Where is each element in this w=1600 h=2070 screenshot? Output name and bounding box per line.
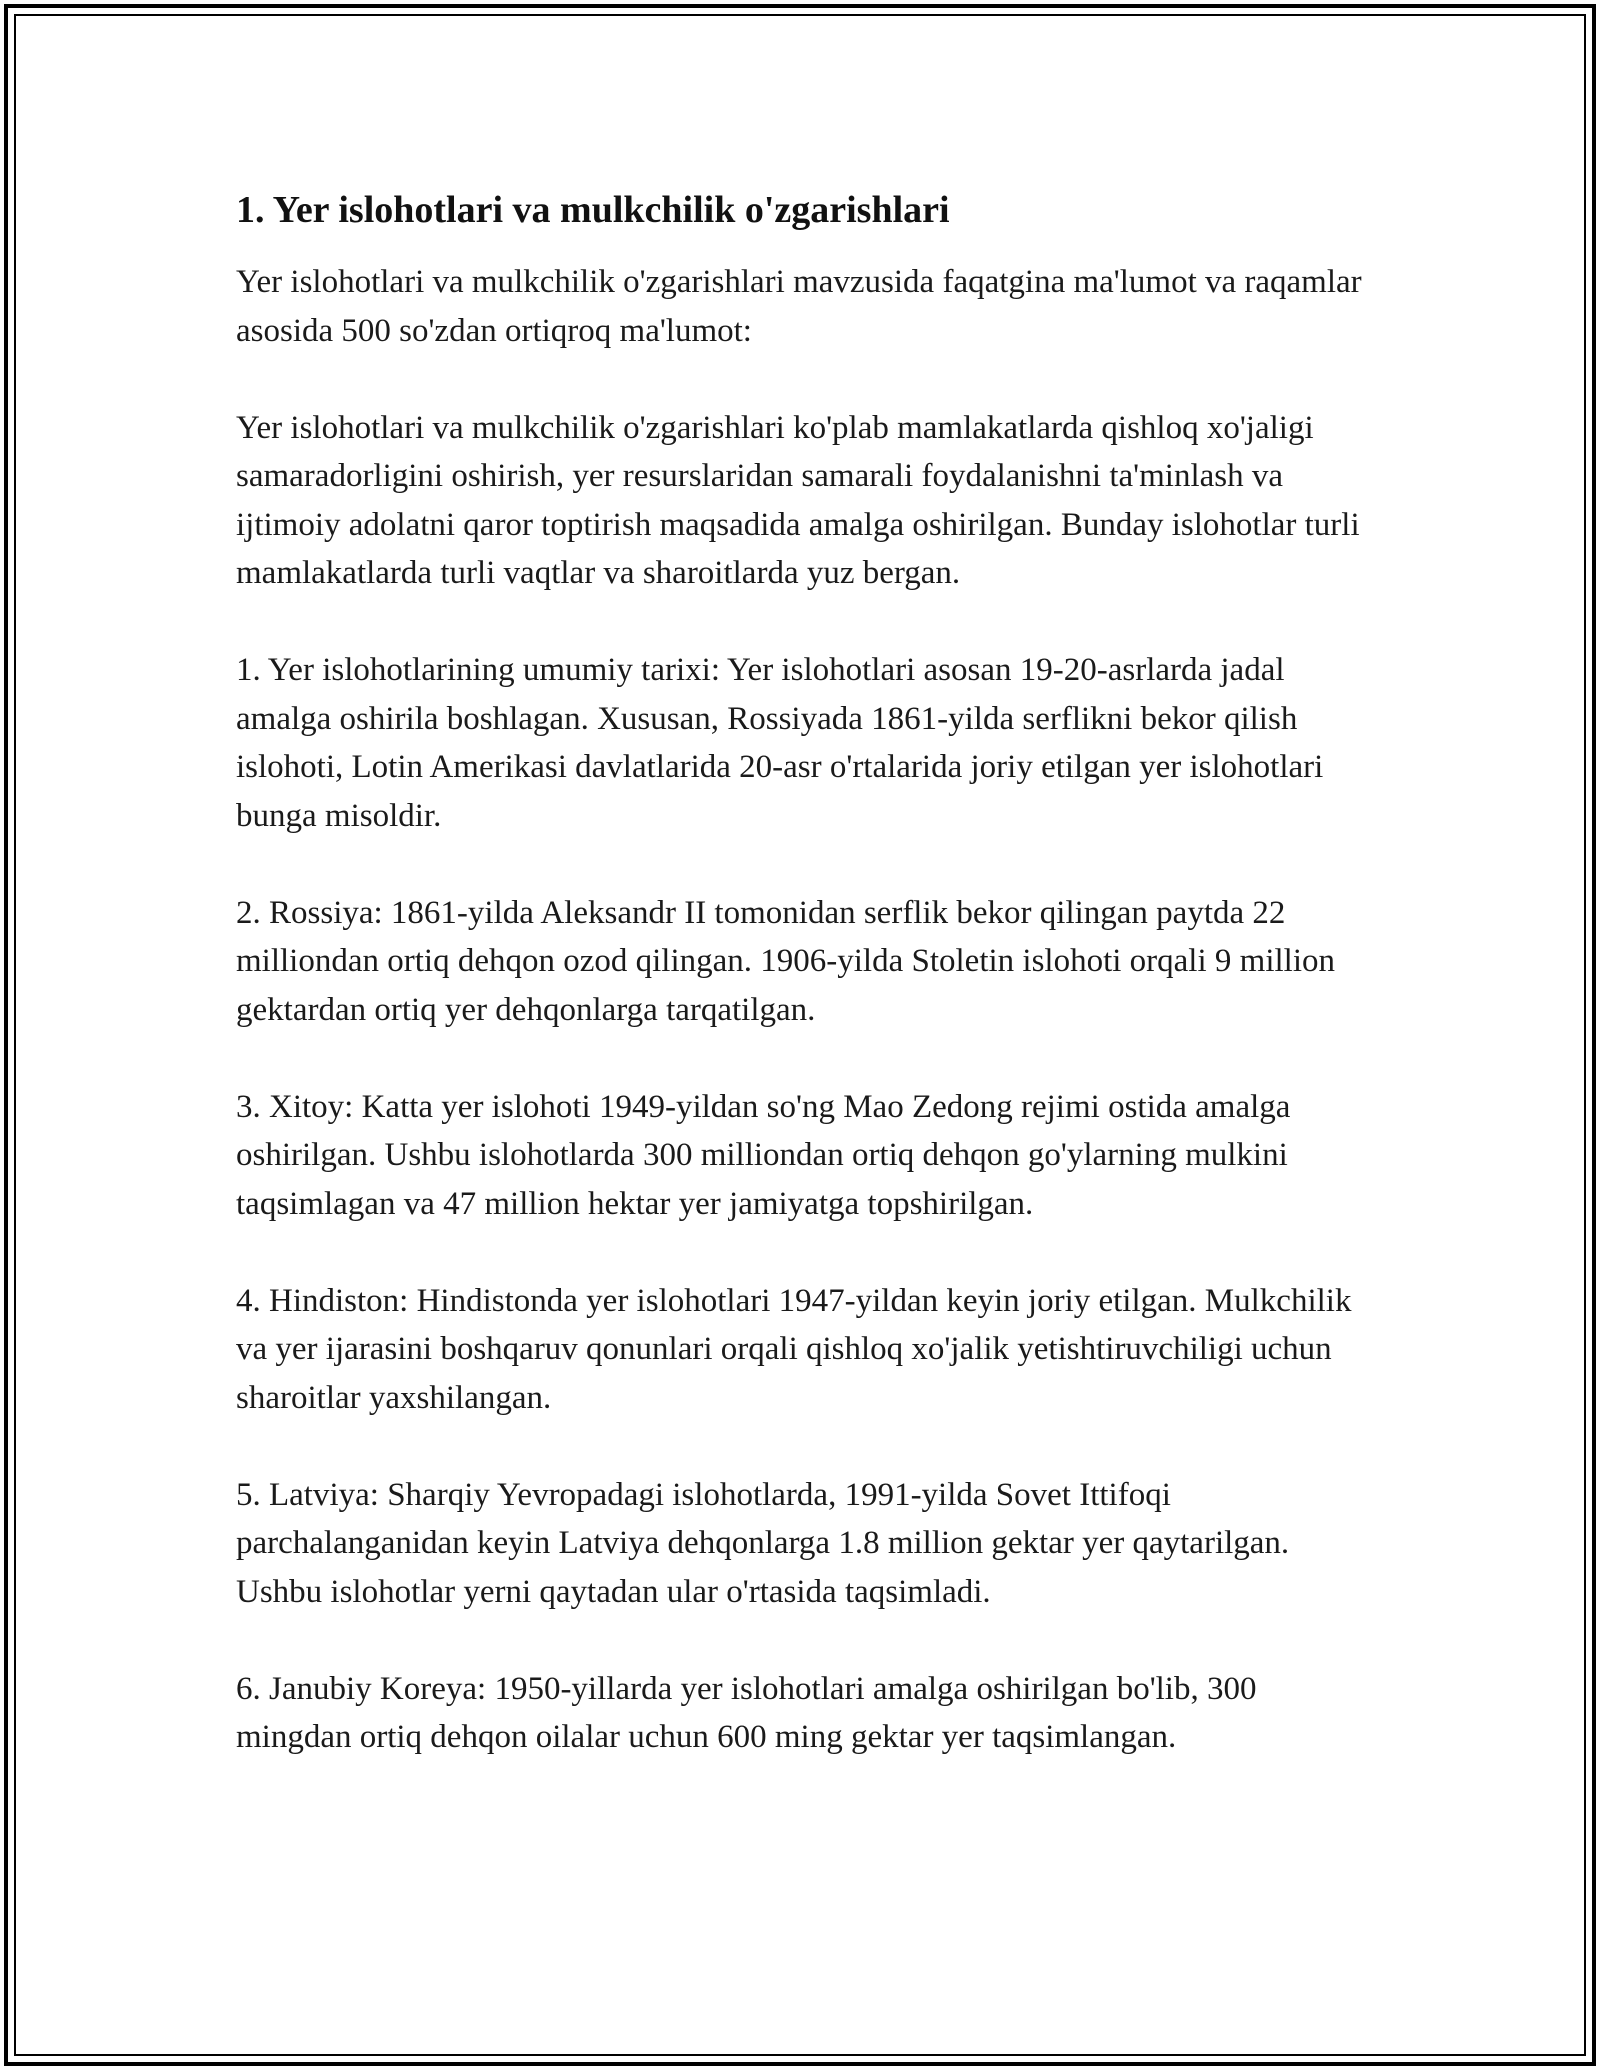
india-paragraph: 4. Hindiston: Hindistonda yer islohotlari 1947-yildan keyin joriy etilgan. Mulkchilik va yer ijarasini boshqaruv qonunlari orqali qishloq xo'jalik yetishtiruvchiligi uchun sharoitlar yaxshilangan. [236,1282,1352,1416]
china-paragraph: 3. Xitoy: Katta yer islohoti 1949-yildan so'ng Mao Zedong rejimi ostida amalga oshirilgan. Ushbu islohotlarda 300 milliondan ortiq dehqon go'ylarning mulkini taqsimlagan va 47 million hektar yer jamiyatga topshirilgan. [236,1088,1291,1222]
overview-paragraph: Yer islohotlari va mulkchilik o'zgarishlari ko'plab mamlakatlarda qishloq xo'jaligi samaradorligini oshirish, yer resurslaridan samarali foydalanishni ta'minlash va ijtimoiy adolatni qaror toptirish maqsadida amalga oshirilgan. Bunday islohotlar turli mamlakatlarda turli vaqtlar va sharoitlarda yuz bergan. [236,409,1360,591]
history-paragraph: 1. Yer islohotlarining umumiy tarixi: Yer islohotlari asosan 19-20-asrlarda jadal amalga oshirila boshlagan. Xususan, Rossiyada 1861-yilda serflikni bekor qilish islohoti, Lotin Amerikasi davlatlarida 20-asr o'rtalarida joriy etilgan yer islohotlari bunga misoldir. [236,652,1324,834]
latvia-paragraph: 5. Latviya: Sharqiy Yevropadagi islohotlarda, 1991-yilda Sovet Ittifoqi parchalanganidan keyin Latviya dehqonlarga 1.8 million gektar yer qaytarilgan. Ushbu islohotlar yerni qaytadan ular o'rtasida taqsimladi. [236,1476,1290,1610]
section-heading: 1. Yer islohotlari va mulkchilik o'zgarishlari [236,189,950,231]
intro-paragraph: Yer islohotlari va mulkchilik o'zgarishlari mavzusida faqatgina ma'lumot va raqamlar asosida 500 so'zdan ortiqroq ma'lumot: [236,264,1362,349]
document-body [236,186,1376,1810]
south-korea-paragraph: 6. Janubiy Koreya: 1950-yillarda yer islohotlari amalga oshirilgan bo'lib, 300 mingdan ortiq dehqon oilalar uchun 600 ming gektar yer taqsimlangan. [236,1670,1257,1755]
russia-paragraph: 2. Rossiya: 1861-yilda Aleksandr II tomonidan serflik bekor qilingan paytda 22 milliondan ortiq dehqon ozod qilingan. 1906-yilda Stoletin islohoti orqali 9 million gektardan ortiq yer dehqonlarga tarqatilgan. [236,894,1335,1028]
